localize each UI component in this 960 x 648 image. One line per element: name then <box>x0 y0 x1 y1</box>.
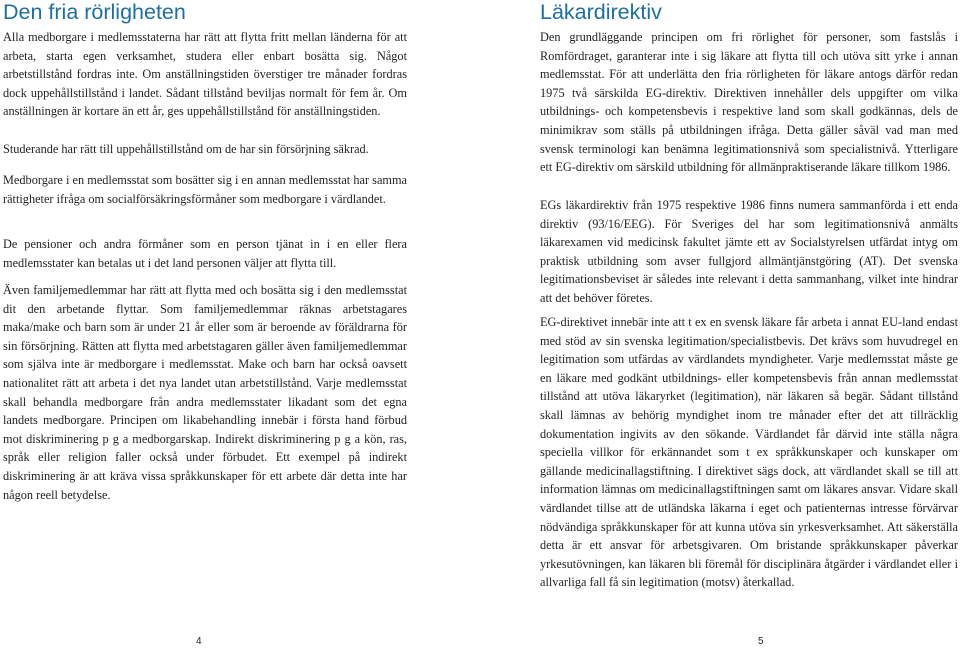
page-heading: Läkardirektiv <box>540 0 662 24</box>
paragraph-pensions: De pensioner och andra förmåner som en person tjänat in i en eller flera medlemsstater kan betalas ut i det land personen väljer att flytta till. <box>3 237 407 270</box>
paragraph-students: Studerande har rätt till uppehållstillstånd om de har sin försörjning säkrad. <box>3 142 369 156</box>
paragraph-free-movement: Alla medborgare i medlemsstaterna har rätt att flytta fritt mellan länderna för att arbeta, starta egen verksamhet, studera eller enbart bosätta sig. Något arbetstillstånd fordras inte. Om anställningstiden överstiger tre månader fordras dock uppehållstillstånd i landet. Sådant tillstånd beviljas normalt för fem år. Om anställningen är kortare än ett år, ges uppehållstillstånd för anställningstiden. <box>3 30 407 119</box>
right-page <box>540 0 958 590</box>
page-number: 4 <box>196 636 202 647</box>
page-heading: Den fria rörligheten <box>3 0 186 24</box>
paragraph-social-insurance: Medborgare i en medlemsstat som bosätter sig i en annan medlemsstat har samma rättigheter ifråga om socialförsäkringsförmåner som medborgare i värdlandet. <box>3 173 407 206</box>
paragraph-legitimation: EG-direktivet innebär inte att t ex en svensk läkare får arbeta i annat EU-land endast med stöd av sin svenska legitimation/specialistbevis. Det krävs som huvudregel en legitimation som utfärdas av värdlandets myndigheter. Varje medlemsstat måste ge en läkare med godkänt utbildnings- eller kompetensbevis från annan medlemsstat tillstånd att utöva läkaryrket (legitimation), när läkaren så begär. Sådant tillstånd skall lämnas av behörig myndighet inom tre månader efter det att tillräcklig dokumentation ingivits av den sökande. Värdlandet får därvid inte ställa några speciella villkor för erkännandet som t ex språkkunskaper och kunskaper om gällande medicinallagstiftning. I direktivet sägs dock, att värdlandet skall se till att information lämnas om medicinallagstiftningen samt om läkares ansvar. Vidare skall värdlandet tillse att de utländska läkarna i eget och patienternas intresse förvärvar nödvändiga språkkunskaper för att kunna utöva sin yrkesverksamhet. Att säkerställa detta är ett ansvar för arbetsgivaren. Om bristande språkkunskaper påverkar yrkesutövningen, kan läkaren bli föremål för disciplinära åtgärder i värdlandet eller i allvarliga fall få sin legitimation (motsv) återkallad. <box>540 315 958 590</box>
paragraph-family-members: Även familjemedlemmar har rätt att flytta med och bosätta sig i den medlemsstat dit den arbetande flyttar. Som familjemedlemmar räknas arbetstagares maka/make och barn som är under 21 år eller som är beroende av föräldrarna för sin försörjning. Rätten att flytta med arbetstagaren gäller även familjemedlemmar som själva inte är medborgare i medlemsstat. Make och barn har också oavsett nationalitet rätt att arbeta i det nya landet utan arbetstillstånd. Varje medlemsstat skall behandla medborgare från andra medlemsstater likadant som det egna landets medborgare. Principen om likabehandling innebär i första hand förbud mot diskriminering p g a medborgarskap. Indirekt diskriminering p g a kön, ras, språk eller religion faller också under förbudet. Ett exempel på indirekt diskriminering är att kräva vissa språkkunskaper för ett arbete där detta inte har någon reell betydelse. <box>3 283 407 502</box>
page-number: 5 <box>758 636 764 647</box>
left-page <box>3 0 407 502</box>
paragraph-eg-directive-1975: EGs läkardirektiv från 1975 respektive 1986 finns numera sammanförda i ett enda direktiv (93/16/EEG). För Sveriges del har som legitimationsnivå anmälts läkarexamen vid medicinsk fakultet jämte ett av Socialstyrelsen utfärdat intyg om praktisk utbildning som avser fullgjord allmäntjänstgöring (AT). Det svenska legitimationsbeviset är således inte relevant i detta sammanhang, vilket inte hindrar att det behöver företes. <box>540 198 958 305</box>
paragraph-doctor-directive: Den grundläggande principen om fri rörlighet för personer, som fastslås i Romfördraget, garanterar inte i sig läkare att flytta till och utöva sitt yrke i annan medlemsstat. För att underlätta den fria rörligheten för läkare antogs därför redan 1975 två särskilda EG-direktiv. Direktiven innehåller dels uppgifter om vilka utbildnings- och kompetensbevis i respektive land som skall godkännas, dels de minimikrav som ställs på utbildningen ifråga. Detta gäller såväl vad man med svensk terminologi kan benämna legitimationsnivå som specialistnivå. Ytterligare ett EG-direktiv om särskild utbildning för allmänpraktiserande läkare tillkom 1986. <box>540 30 958 175</box>
